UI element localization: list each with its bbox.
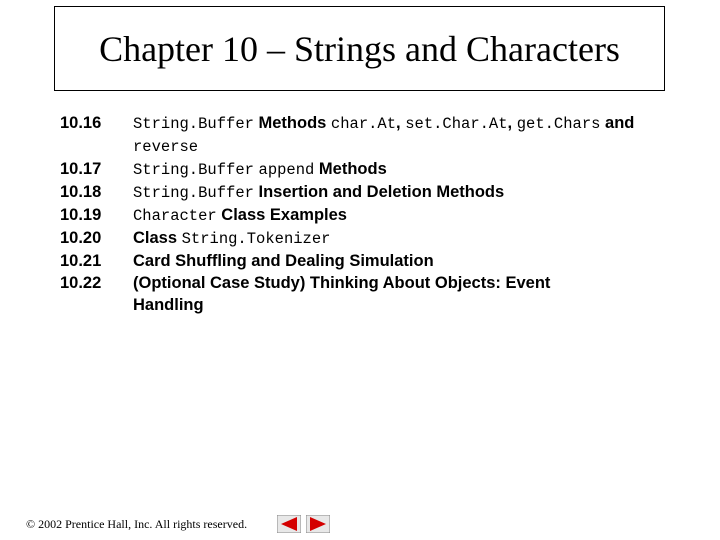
- toc-row: [60, 135, 700, 158]
- section-number: 10.19: [60, 206, 102, 224]
- section-number: 10.21: [60, 252, 102, 270]
- title-text: Insertion and Deletion Methods: [253, 183, 505, 201]
- toc-row: [60, 227, 700, 250]
- left-arrow-icon: [277, 515, 301, 533]
- right-arrow-icon: [306, 515, 330, 533]
- section-number: 10.18: [60, 183, 102, 201]
- title-text: and: [600, 114, 635, 132]
- title-text: Methods: [314, 160, 387, 178]
- section-number: 10.22: [60, 274, 102, 292]
- section-title: [133, 204, 700, 227]
- section-title: [133, 227, 700, 250]
- title-text: ,: [507, 114, 517, 132]
- code-text: String.Buffer: [133, 184, 254, 202]
- section-title: [133, 158, 700, 181]
- section-number: 10.16: [60, 114, 102, 132]
- section-title: [133, 135, 700, 158]
- copyright-footer: © 2002 Prentice Hall, Inc. All rights reserved.: [26, 517, 248, 531]
- title-text: ,: [396, 114, 406, 132]
- code-text: char.At: [330, 115, 397, 133]
- title-text: Class: [133, 229, 182, 247]
- toc-row: [60, 204, 700, 227]
- previous-slide-button[interactable]: [277, 515, 301, 533]
- code-text: String.Buffer: [133, 161, 254, 179]
- code-text: String.Tokenizer: [181, 230, 331, 248]
- section-title: [133, 250, 700, 272]
- title-text: Methods: [253, 114, 331, 132]
- toc-row: [60, 250, 700, 272]
- title-box: [54, 6, 665, 91]
- slide-title: Chapter 10 – Strings and Characters: [99, 28, 620, 69]
- toc-row: [60, 272, 700, 294]
- toc-row: [60, 181, 700, 204]
- section-number: [60, 135, 133, 158]
- table-of-contents: [60, 112, 700, 316]
- toc-row: [60, 158, 700, 181]
- title-text: Card Shuffling and Dealing Simulation: [133, 252, 434, 270]
- section-number: [60, 294, 133, 316]
- toc-row: [60, 112, 700, 135]
- code-text: append: [258, 161, 315, 179]
- toc-row: [60, 294, 700, 316]
- code-text: String.Buffer: [133, 115, 254, 133]
- section-title: [133, 272, 700, 294]
- section-number: 10.17: [60, 160, 102, 178]
- code-text: Character: [133, 207, 217, 225]
- section-number: 10.20: [60, 229, 102, 247]
- section-title: [133, 112, 700, 135]
- code-text: get.Chars: [516, 115, 601, 133]
- title-text: Handling: [133, 296, 204, 314]
- title-text: (Optional Case Study) Thinking About Objects: Event: [133, 274, 551, 292]
- next-slide-button[interactable]: [306, 515, 330, 533]
- section-title: [133, 294, 700, 316]
- code-text: set.Char.At: [405, 115, 508, 133]
- code-text: reverse: [133, 138, 199, 156]
- title-text: Class Examples: [216, 206, 347, 224]
- section-title: [133, 181, 700, 204]
